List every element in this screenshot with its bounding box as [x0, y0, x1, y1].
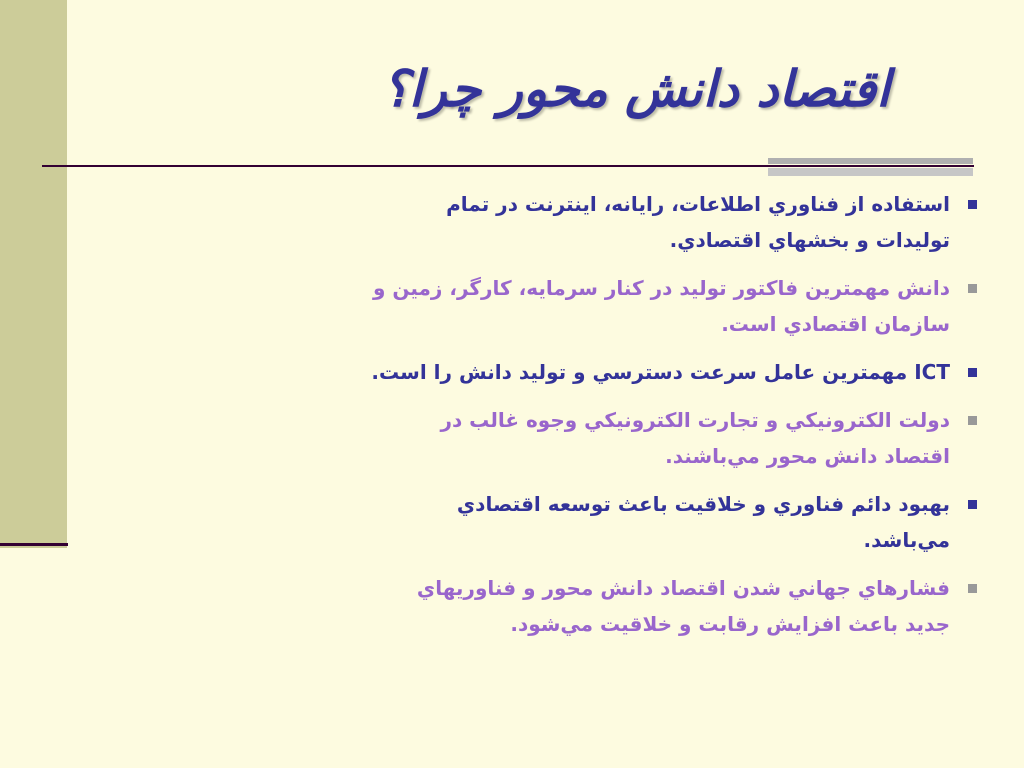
bullet-item: [370, 402, 950, 474]
square-bullet-icon: [968, 368, 977, 377]
side-rule: [0, 543, 68, 546]
bullet-item: [370, 486, 950, 558]
square-bullet-icon: [968, 284, 977, 293]
bullet-list: [370, 186, 950, 654]
bullet-item: [370, 270, 950, 342]
square-bullet-icon: [968, 200, 977, 209]
decorative-gray-bar: [768, 158, 973, 164]
side-decoration-bar: [0, 0, 67, 548]
bullet-text: دولت الکترونيکي و تجارت الکترونيکي وجوه غالب در اقتصاد دانش محور مي‌باشند.: [440, 408, 950, 468]
bullet-text: استفاده از فناوري اطلاعات، رايانه، اينترنت در تمام توليدات و بخشهاي اقتصادي.: [446, 192, 950, 252]
bullet-item: [370, 570, 950, 642]
bullet-text: دانش مهمترين فاکتور توليد در کنار سرمايه، کارگر، زمين و سازمان اقتصادي است.: [372, 276, 950, 336]
square-bullet-icon: [968, 584, 977, 593]
bullet-text: ICT مهمترين عامل سرعت دسترسي و توليد دانش را است.: [371, 360, 950, 384]
title-divider: [42, 165, 974, 167]
bullet-text: بهبود دائم فناوري و خلاقيت باعث توسعه اقتصادي مي‌باشد.: [456, 492, 950, 552]
bullet-item: [370, 354, 950, 390]
square-bullet-icon: [968, 416, 977, 425]
slide-title: اقتصاد دانش محور چرا؟: [382, 60, 890, 118]
bullet-item: [370, 186, 950, 258]
bullet-text: فشارهاي جهاني شدن اقتصاد دانش محور و فناوريهاي جديد باعث افزايش رقابت و خلاقيت مي‌شود.: [416, 576, 950, 636]
square-bullet-icon: [968, 500, 977, 509]
decorative-gray-bar-2: [768, 168, 973, 176]
